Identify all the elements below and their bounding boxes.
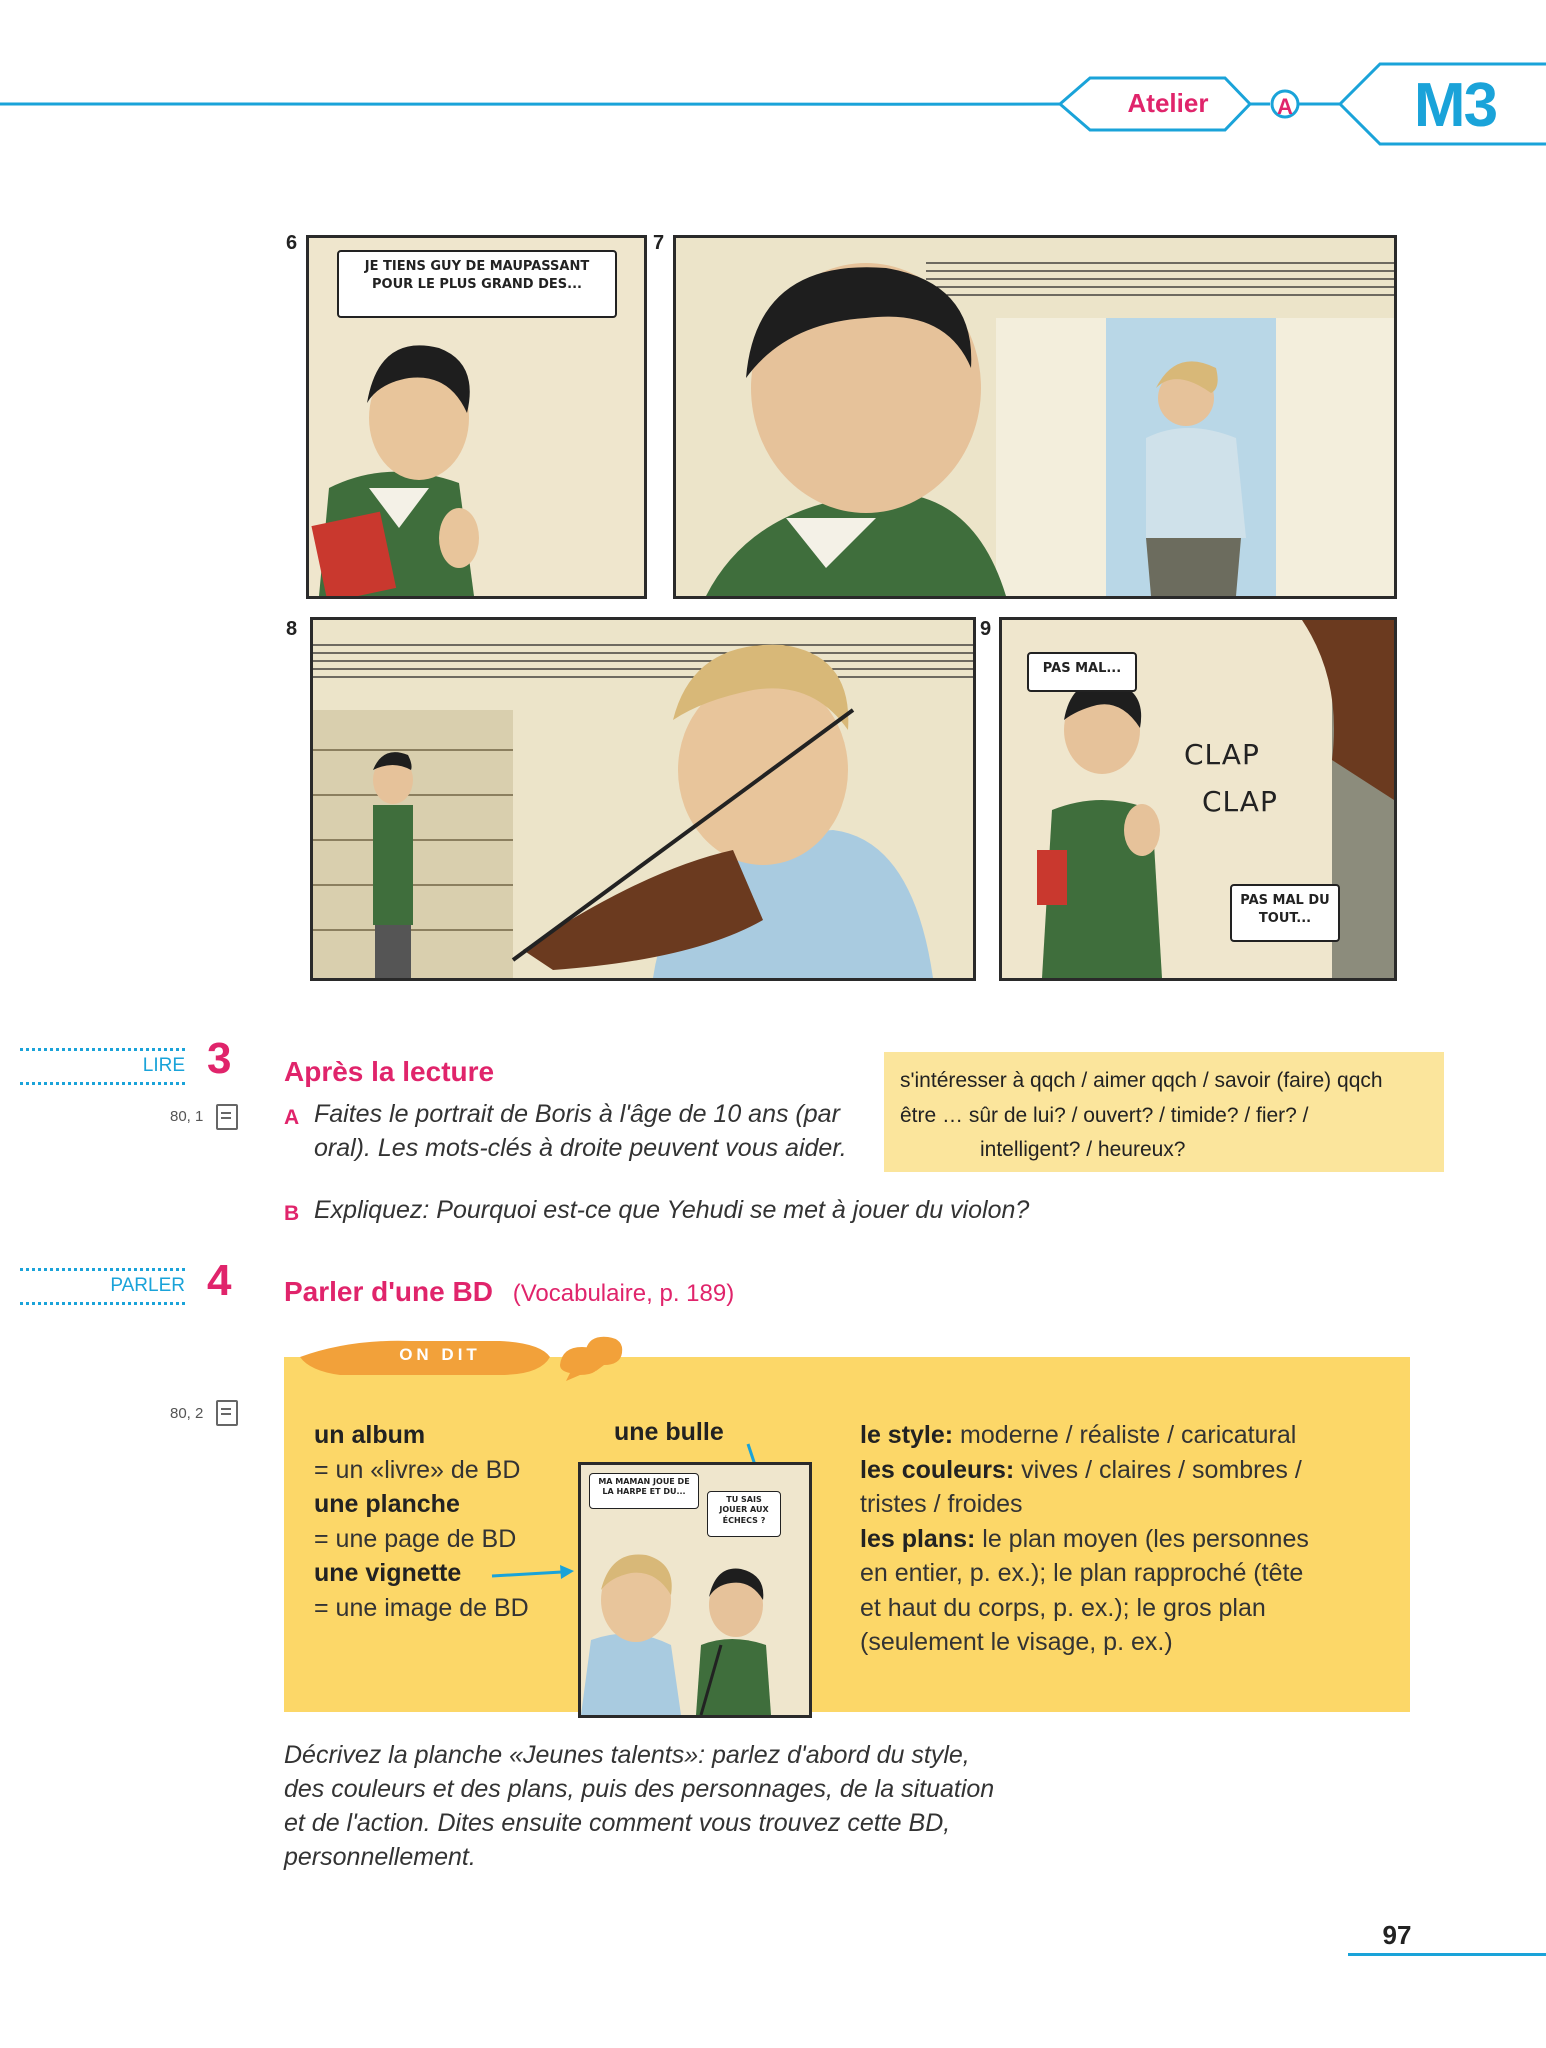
vocab-term: une vignette bbox=[314, 1559, 462, 1587]
divider bbox=[20, 1048, 185, 1051]
vocab-term: un album bbox=[314, 1421, 426, 1449]
vocab-term: le style: bbox=[860, 1421, 954, 1449]
task-paragraph bbox=[284, 1738, 994, 1874]
example-vignette bbox=[578, 1462, 812, 1718]
vocab-line: et haut du corps, p. ex.); le gros plan bbox=[860, 1593, 1266, 1622]
boy-listening-illustration bbox=[676, 238, 1394, 596]
ondit-label: ON DIT bbox=[399, 1345, 481, 1364]
item-letter: A bbox=[284, 1106, 300, 1129]
task-a-line: oral). Les mots-clés à droite peuvent vous aider. bbox=[314, 1134, 847, 1162]
ondit-tab bbox=[300, 1335, 630, 1395]
workbook-icon bbox=[216, 1104, 238, 1130]
item-letter: B bbox=[284, 1202, 300, 1225]
comic-panel-6 bbox=[306, 235, 647, 599]
vocab-line bbox=[860, 1453, 1400, 1488]
keyword-line: être … sûr de lui? / ouvert? / timide? / fier? / bbox=[900, 1103, 1309, 1127]
divider bbox=[20, 1302, 185, 1305]
comic-panel-7 bbox=[673, 235, 1397, 599]
sound-effect: CLAP bbox=[1202, 785, 1278, 818]
exercise-number: 3 bbox=[207, 1034, 232, 1083]
vocab-line bbox=[860, 1522, 1400, 1557]
panel-number: 6 bbox=[286, 232, 298, 254]
vocab-def: vives / claires / sombres / bbox=[1014, 1455, 1302, 1484]
footer-rule bbox=[1348, 1953, 1546, 1956]
task-line: Décrivez la planche «Jeunes talents»: parlez d'abord du style, bbox=[284, 1741, 970, 1769]
panel-number: 7 bbox=[653, 232, 665, 254]
vocab-def: = une image de BD bbox=[314, 1593, 529, 1622]
panel-number: 8 bbox=[286, 618, 298, 640]
exercise-title bbox=[284, 1276, 734, 1308]
vocab-def: = un «livre» de BD bbox=[314, 1455, 521, 1484]
section-badge: A bbox=[1277, 94, 1293, 119]
task-line: et de l'action. Dites ensuite comment vous trouvez cette BD, bbox=[284, 1809, 951, 1837]
vocabulary-ref: (Vocabulaire, p. 189) bbox=[512, 1280, 735, 1307]
vocab-line: en entier, p. ex.); le plan rapproché (tête bbox=[860, 1559, 1304, 1587]
speech-bubble: MA MAMAN JOUE DE LA HARPE ET DU... bbox=[589, 1473, 699, 1509]
page-number: 97 bbox=[1382, 1920, 1412, 1950]
comic-panel-9 bbox=[999, 617, 1397, 981]
atelier-label: Atelier bbox=[1127, 88, 1209, 118]
vocab-term-bulle: une bulle bbox=[614, 1418, 724, 1446]
sound-effect: CLAP bbox=[1184, 738, 1260, 771]
keyword-line: s'intéresser à qqch / aimer qqch / savoir (faire) qqch bbox=[900, 1069, 1383, 1092]
module-label: M3 bbox=[1413, 71, 1497, 140]
vocab-def: le plan moyen (les personnes bbox=[975, 1524, 1309, 1553]
vocab-line bbox=[860, 1418, 1400, 1453]
divider bbox=[20, 1082, 185, 1085]
exercise-number: 4 bbox=[207, 1256, 232, 1305]
vocab-term: une planche bbox=[314, 1490, 460, 1518]
exercise-title-text: Parler d'une BD bbox=[284, 1276, 493, 1307]
vocab-line: tristes / froides bbox=[860, 1490, 1023, 1518]
task-a-line: Faites le portrait de Boris à l'âge de 10 ans (par bbox=[314, 1100, 840, 1128]
workbook-ref: 80, 1 bbox=[170, 1108, 204, 1125]
exercise-title: Après la lecture bbox=[284, 1056, 495, 1087]
skill-label: PARLER bbox=[110, 1275, 185, 1296]
vocab-def: = une page de BD bbox=[314, 1524, 517, 1553]
skill-label: LIRE bbox=[142, 1055, 185, 1076]
speech-bubble: TU SAIS JOUER AUX ÉCHECS ? bbox=[707, 1491, 781, 1537]
divider bbox=[20, 1268, 185, 1271]
speech-bubble: PAS MAL... bbox=[1027, 652, 1137, 692]
task-line: des couleurs et des plans, puis des personnages, de la situation bbox=[284, 1775, 995, 1803]
keyword-box bbox=[884, 1052, 1444, 1172]
header-decoration bbox=[0, 60, 1546, 150]
task-line: personnellement. bbox=[284, 1843, 476, 1871]
style-vocab bbox=[860, 1418, 1400, 1660]
comic-panel-8 bbox=[310, 617, 976, 981]
keyword-line: intelligent? / heureux? bbox=[980, 1138, 1186, 1162]
vocab-def: moderne / réaliste / caricatural bbox=[953, 1421, 1297, 1449]
violinist-illustration bbox=[313, 620, 973, 978]
speech-bubble: PAS MAL DU TOUT... bbox=[1230, 884, 1340, 942]
task-b-text: Expliquez: Pourquoi est-ce que Yehudi se met à jouer du violon? bbox=[314, 1196, 1030, 1224]
panel-number: 9 bbox=[980, 618, 992, 640]
vocab-term: les plans: bbox=[860, 1524, 976, 1553]
workbook-icon bbox=[216, 1400, 238, 1426]
workbook-ref: 80, 2 bbox=[170, 1405, 204, 1422]
vocab-line: (seulement le visage, p. ex.) bbox=[860, 1628, 1173, 1656]
speech-bubble: JE TIENS GUY DE MAUPASSANT POUR LE PLUS GRAND DES... bbox=[337, 250, 617, 318]
vocab-term: les couleurs: bbox=[860, 1455, 1015, 1484]
